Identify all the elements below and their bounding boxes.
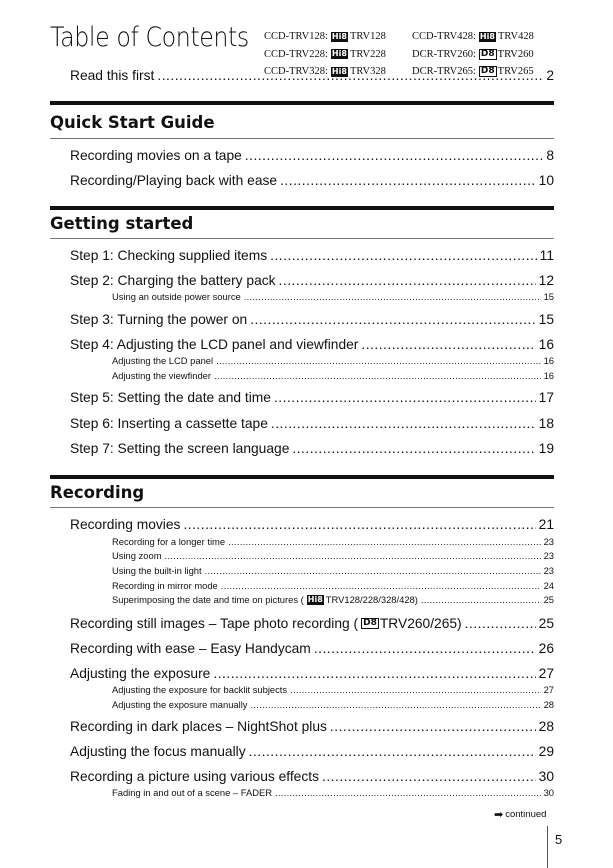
toc-entry-label: Step 5: Setting the date and time [70, 390, 271, 405]
toc-page-number: 16 [543, 355, 554, 366]
toc-entry-label: Adjusting the focus manually [70, 744, 246, 759]
toc-subentry[interactable] [112, 370, 554, 381]
toc-entry[interactable] [70, 148, 554, 163]
dot-leader [274, 390, 536, 405]
toc-entry[interactable] [70, 312, 554, 327]
dot-leader [361, 337, 535, 352]
toc-page-number: 25 [543, 594, 554, 605]
page-number-divider [547, 826, 548, 868]
hi8-logo-icon: Hi8 [479, 31, 495, 41]
toc-page-number: 27 [538, 666, 554, 681]
toc-page-number: 23 [543, 550, 554, 561]
toc-entry[interactable] [70, 173, 554, 188]
model-name: CCD-TRV328: [264, 66, 328, 77]
dot-leader [244, 291, 541, 302]
toc-entry-label: Fading in and out of a scene – FADER [112, 787, 272, 798]
toc-page-number: 21 [538, 517, 554, 532]
model-code: TRV260 [497, 48, 534, 60]
hi8-logo-icon: Hi8 [331, 66, 347, 76]
toc-page-number: 18 [538, 416, 554, 431]
toc-subentry[interactable] [112, 699, 554, 710]
hi8-logo-icon: Hi8 [307, 594, 323, 604]
toc-entry-label: Recording a picture using various effects [70, 769, 319, 784]
toc-entry[interactable] [70, 416, 554, 431]
dot-leader [421, 594, 541, 605]
toc-entry-label: Step 7: Setting the screen language [70, 441, 290, 456]
toc-subentry[interactable] [112, 550, 554, 561]
toc-page-number: 16 [538, 337, 554, 352]
hi8-logo-icon: Hi8 [331, 31, 347, 41]
toc-entry-label: Recording still images – Tape photo recording ( D8 TRV260/265) [70, 616, 462, 631]
dot-leader [280, 173, 536, 188]
toc-entry[interactable] [70, 517, 554, 532]
toc-entry-label: Recording in dark places – NightShot plus [70, 719, 327, 734]
arrow-right-icon: ➡ [494, 809, 504, 821]
toc-entry-label: Adjusting the exposure for backlit subjects [112, 684, 288, 695]
toc-entry-label: Step 2: Charging the battery pack [70, 273, 276, 288]
toc-page-number: 16 [543, 370, 554, 381]
toc-page-number: 29 [538, 744, 554, 759]
dot-leader [249, 744, 536, 759]
model-code: TRV328 [349, 66, 386, 77]
section-underline [50, 507, 554, 508]
section-underline [50, 138, 554, 139]
model-name: DCR-TRV265: [412, 66, 476, 77]
toc-entry-label: Using zoom [112, 550, 162, 561]
continued-label: continued [505, 809, 547, 820]
dot-leader [165, 550, 541, 561]
toc-page-number: 30 [538, 769, 554, 784]
toc-page-number: 12 [538, 273, 554, 288]
toc-page-number: 26 [538, 641, 554, 656]
toc-entry[interactable] [70, 769, 554, 784]
toc-entry-label: Adjusting the viewfinder [112, 370, 212, 381]
toc-entry-label: Recording/Playing back with ease [70, 173, 278, 188]
toc-page-number: 27 [543, 684, 554, 695]
dot-leader [221, 580, 541, 591]
model-name: CCD-TRV228: [264, 48, 328, 60]
toc-entry-label: Using the built-in light [112, 565, 202, 576]
dot-leader [157, 68, 543, 83]
toc-subentry[interactable] [112, 594, 554, 605]
toc-entry-label: Step 1: Checking supplied items [70, 248, 268, 263]
toc-entry-label: Using an outside power source [112, 291, 241, 302]
toc-entry[interactable] [70, 616, 554, 631]
page-number: 5 [555, 832, 563, 847]
dot-leader [275, 787, 541, 798]
toc-entry-label: Step 3: Turning the power on [70, 312, 248, 327]
dot-leader [183, 517, 535, 532]
dot-leader [330, 719, 536, 734]
toc-page-number: 19 [538, 441, 554, 456]
section-heading-quick-start: Quick Start Guide [50, 113, 215, 132]
toc-subentry[interactable] [112, 536, 554, 547]
toc-entry[interactable] [70, 390, 554, 405]
toc-page-number: 24 [543, 580, 554, 591]
dot-leader [322, 769, 536, 784]
toc-subentry[interactable] [112, 355, 554, 366]
toc-entry-label: Recording in mirror mode [112, 580, 218, 591]
toc-page-number: 23 [543, 565, 554, 576]
toc-entry[interactable] [70, 441, 554, 456]
model-code: TRV428 [497, 31, 534, 42]
section-rule [50, 206, 554, 210]
toc-entry[interactable] [70, 744, 554, 759]
toc-page-number: 2 [546, 68, 554, 83]
model-row [264, 28, 564, 46]
page-title: Table of Contents [50, 22, 249, 53]
toc-page-number: 23 [543, 536, 554, 547]
toc-entry-label: Recording movies [70, 517, 181, 532]
dot-leader [292, 441, 535, 456]
model-name: DCR-TRV260: [412, 48, 476, 60]
toc-entry-label: Superimposing the date and time on pictures ( Hi8 TRV128/228/328/428) [112, 594, 418, 605]
toc-subentry[interactable] [112, 684, 554, 695]
dot-leader [251, 699, 541, 710]
digital8-logo-icon: D8 [480, 66, 495, 77]
toc-entry[interactable] [70, 337, 554, 352]
dot-leader [228, 536, 540, 547]
dot-leader [279, 273, 536, 288]
section-rule [50, 101, 554, 105]
toc-entry-label: Read this first [70, 68, 155, 83]
dot-leader [250, 312, 535, 327]
dot-leader [270, 248, 537, 263]
dot-leader [271, 416, 536, 431]
toc-entry-label: Step 4: Adjusting the LCD panel and viewfinder [70, 337, 359, 352]
toc-subentry[interactable] [112, 291, 554, 302]
model-row [264, 46, 564, 64]
toc-entry-label: Step 6: Inserting a cassette tape [70, 416, 268, 431]
toc-subentry[interactable] [112, 565, 554, 576]
dot-leader [290, 684, 540, 695]
toc-entry[interactable] [70, 273, 554, 288]
toc-subentry[interactable] [112, 787, 554, 798]
dot-leader [314, 641, 536, 656]
toc-page-number: 28 [543, 699, 554, 710]
dot-leader [216, 355, 540, 366]
toc-entry-label: Adjusting the LCD panel [112, 355, 214, 366]
hi8-logo-icon: Hi8 [331, 49, 347, 59]
toc-page-number: 11 [539, 248, 554, 263]
section-underline [50, 238, 554, 239]
toc-page-number: 30 [543, 787, 554, 798]
toc-entry-label: Recording with ease – Easy Handycam [70, 641, 311, 656]
model-code: TRV265 [497, 66, 534, 77]
model-code: TRV228 [349, 48, 386, 60]
toc-subentry[interactable] [112, 580, 554, 591]
toc-entry-label: Adjusting the exposure [70, 666, 211, 681]
toc-page-number: 15 [538, 312, 554, 327]
continued-indicator [494, 808, 546, 821]
dot-leader [205, 565, 541, 576]
dot-leader [214, 370, 541, 381]
section-rule [50, 475, 554, 479]
toc-page-number: 10 [538, 173, 554, 188]
toc-entry-label: Recording movies on a tape [70, 148, 242, 163]
dot-leader [245, 148, 544, 163]
digital8-logo-icon: D8 [480, 48, 495, 59]
model-name: CCD-TRV128: [264, 31, 328, 42]
toc-entry[interactable] [70, 641, 554, 656]
toc-page-number: 15 [543, 291, 554, 302]
toc-entry[interactable] [70, 719, 554, 734]
toc-entry[interactable] [70, 248, 554, 263]
dot-leader [465, 616, 536, 631]
model-code: TRV128 [349, 31, 386, 42]
dot-leader [213, 666, 535, 681]
toc-entry-read-this-first[interactable] [70, 68, 554, 83]
toc-page-number: 28 [538, 719, 554, 734]
toc-page-number: 25 [538, 616, 554, 631]
toc-entry-label: Adjusting the exposure manually [112, 699, 248, 710]
section-heading-recording: Recording [50, 483, 145, 502]
toc-page-number: 8 [546, 148, 554, 163]
toc-entry-label: Recording for a longer time [112, 536, 226, 547]
toc-page-number: 17 [538, 390, 554, 405]
digital8-logo-icon: D8 [363, 618, 377, 628]
toc-entry[interactable] [70, 666, 554, 681]
model-name: CCD-TRV428: [412, 31, 476, 42]
section-heading-getting-started: Getting started [50, 214, 194, 233]
